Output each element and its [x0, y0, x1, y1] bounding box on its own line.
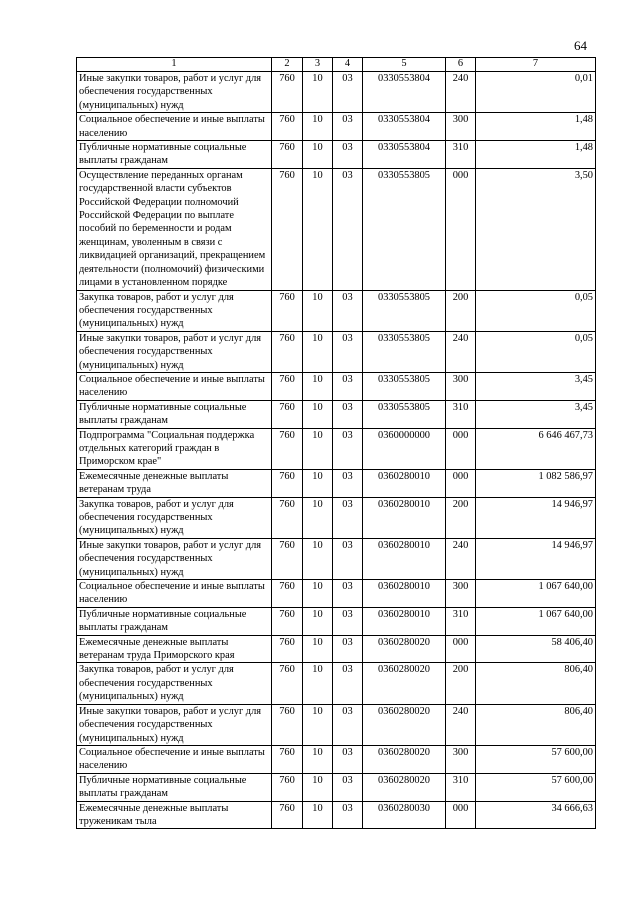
- item-name-cell: Закупка товаров, работ и услуг для обеспечения государственных (муниципальных) нужд: [77, 290, 272, 331]
- target-article-cell: 0360280010: [363, 580, 446, 608]
- subsection-cell: 03: [333, 704, 363, 745]
- amount-cell: 57 600,00: [476, 773, 596, 801]
- section-cell: 10: [303, 635, 333, 663]
- item-name-cell: Публичные нормативные социальные выплаты гражданам: [77, 607, 272, 635]
- column-header: 1: [77, 58, 272, 72]
- expense-type-cell: 200: [446, 663, 476, 704]
- ministry-code-cell: 760: [272, 497, 303, 538]
- section-cell: 10: [303, 168, 333, 290]
- section-cell: 10: [303, 290, 333, 331]
- table-row: [77, 469, 596, 497]
- item-name-cell: Иные закупки товаров, работ и услуг для обеспечения государственных (муниципальных) нужд: [77, 72, 272, 113]
- target-article-cell: 0330553805: [363, 290, 446, 331]
- target-article-cell: 0360280020: [363, 773, 446, 801]
- target-article-cell: 0330553804: [363, 113, 446, 141]
- table-row: [77, 497, 596, 538]
- expense-type-cell: 000: [446, 428, 476, 469]
- subsection-cell: 03: [333, 290, 363, 331]
- column-header: 6: [446, 58, 476, 72]
- item-name-cell: Социальное обеспечение и иные выплаты населению: [77, 372, 272, 400]
- subsection-cell: 03: [333, 400, 363, 428]
- table-row: [77, 663, 596, 704]
- ministry-code-cell: 760: [272, 168, 303, 290]
- subsection-cell: 03: [333, 72, 363, 113]
- target-article-cell: 0330553805: [363, 331, 446, 372]
- table-row: [77, 168, 596, 290]
- column-header: 7: [476, 58, 596, 72]
- section-cell: 10: [303, 607, 333, 635]
- target-article-cell: 0330553805: [363, 372, 446, 400]
- amount-cell: 6 646 467,73: [476, 428, 596, 469]
- table-body: [77, 72, 596, 829]
- target-article-cell: 0360280010: [363, 497, 446, 538]
- table-row: [77, 635, 596, 663]
- item-name-cell: Социальное обеспечение и иные выплаты населению: [77, 113, 272, 141]
- table-row: [77, 400, 596, 428]
- table-row: [77, 428, 596, 469]
- target-article-cell: 0360280020: [363, 704, 446, 745]
- ministry-code-cell: 760: [272, 580, 303, 608]
- subsection-cell: 03: [333, 538, 363, 579]
- page-number: 64: [574, 38, 587, 53]
- subsection-cell: 03: [333, 635, 363, 663]
- section-cell: 10: [303, 704, 333, 745]
- target-article-cell: 0360280010: [363, 607, 446, 635]
- expense-type-cell: 300: [446, 580, 476, 608]
- amount-cell: 58 406,40: [476, 635, 596, 663]
- target-article-cell: 0360280010: [363, 469, 446, 497]
- section-cell: 10: [303, 331, 333, 372]
- ministry-code-cell: 760: [272, 773, 303, 801]
- target-article-cell: 0330553804: [363, 141, 446, 169]
- table-row: [77, 141, 596, 169]
- item-name-cell: Иные закупки товаров, работ и услуг для обеспечения государственных (муниципальных) нужд: [77, 331, 272, 372]
- amount-cell: 14 946,97: [476, 538, 596, 579]
- target-article-cell: 0330553805: [363, 400, 446, 428]
- amount-cell: 0,05: [476, 290, 596, 331]
- expense-type-cell: 000: [446, 168, 476, 290]
- ministry-code-cell: 760: [272, 400, 303, 428]
- subsection-cell: 03: [333, 745, 363, 773]
- ministry-code-cell: 760: [272, 663, 303, 704]
- expense-type-cell: 000: [446, 635, 476, 663]
- table-row: [77, 113, 596, 141]
- item-name-cell: Социальное обеспечение и иные выплаты населению: [77, 580, 272, 608]
- ministry-code-cell: 760: [272, 331, 303, 372]
- item-name-cell: Публичные нормативные социальные выплаты гражданам: [77, 400, 272, 428]
- target-article-cell: 0360280020: [363, 635, 446, 663]
- column-header: 3: [303, 58, 333, 72]
- ministry-code-cell: 760: [272, 469, 303, 497]
- subsection-cell: 03: [333, 663, 363, 704]
- ministry-code-cell: 760: [272, 72, 303, 113]
- ministry-code-cell: 760: [272, 607, 303, 635]
- amount-cell: 806,40: [476, 704, 596, 745]
- expense-type-cell: 310: [446, 607, 476, 635]
- item-name-cell: Закупка товаров, работ и услуг для обеспечения государственных (муниципальных) нужд: [77, 497, 272, 538]
- section-cell: 10: [303, 745, 333, 773]
- ministry-code-cell: 760: [272, 428, 303, 469]
- amount-cell: 34 666,63: [476, 801, 596, 829]
- section-cell: 10: [303, 72, 333, 113]
- target-article-cell: 0360000000: [363, 428, 446, 469]
- expense-type-cell: 000: [446, 469, 476, 497]
- expense-type-cell: 200: [446, 497, 476, 538]
- expense-type-cell: 240: [446, 72, 476, 113]
- item-name-cell: Социальное обеспечение и иные выплаты населению: [77, 745, 272, 773]
- amount-cell: 1 067 640,00: [476, 607, 596, 635]
- item-name-cell: Публичные нормативные социальные выплаты гражданам: [77, 141, 272, 169]
- subsection-cell: 03: [333, 331, 363, 372]
- section-cell: 10: [303, 497, 333, 538]
- ministry-code-cell: 760: [272, 141, 303, 169]
- target-article-cell: 0360280030: [363, 801, 446, 829]
- expense-type-cell: 300: [446, 113, 476, 141]
- budget-table: [76, 57, 596, 829]
- target-article-cell: 0360280020: [363, 663, 446, 704]
- subsection-cell: 03: [333, 141, 363, 169]
- table-row: [77, 372, 596, 400]
- amount-cell: 0,05: [476, 331, 596, 372]
- expense-type-cell: 240: [446, 331, 476, 372]
- subsection-cell: 03: [333, 113, 363, 141]
- amount-cell: 14 946,97: [476, 497, 596, 538]
- column-header: 4: [333, 58, 363, 72]
- ministry-code-cell: 760: [272, 113, 303, 141]
- item-name-cell: Иные закупки товаров, работ и услуг для обеспечения государственных (муниципальных) нужд: [77, 538, 272, 579]
- ministry-code-cell: 760: [272, 635, 303, 663]
- amount-cell: 806,40: [476, 663, 596, 704]
- item-name-cell: Иные закупки товаров, работ и услуг для обеспечения государственных (муниципальных) нужд: [77, 704, 272, 745]
- table-row: [77, 773, 596, 801]
- table-row: [77, 704, 596, 745]
- item-name-cell: Осуществление переданных органам государственной власти субъектов Российской Федерации полномочий Российской Федерации по выплате пособий по беременности и родам женщинам, уволенным в связи с ликвидацией организаций, прекращением деятельности (полномочий) физическими лицами в установленном порядке: [77, 168, 272, 290]
- amount-cell: 1,48: [476, 113, 596, 141]
- section-cell: 10: [303, 801, 333, 829]
- amount-cell: 3,45: [476, 400, 596, 428]
- section-cell: 10: [303, 538, 333, 579]
- expense-type-cell: 240: [446, 538, 476, 579]
- table-row: [77, 72, 596, 113]
- expense-type-cell: 200: [446, 290, 476, 331]
- section-cell: 10: [303, 141, 333, 169]
- expense-type-cell: 300: [446, 745, 476, 773]
- section-cell: 10: [303, 580, 333, 608]
- amount-cell: 3,45: [476, 372, 596, 400]
- expense-type-cell: 310: [446, 400, 476, 428]
- column-header: 5: [363, 58, 446, 72]
- ministry-code-cell: 760: [272, 801, 303, 829]
- ministry-code-cell: 760: [272, 372, 303, 400]
- ministry-code-cell: 760: [272, 704, 303, 745]
- section-cell: 10: [303, 428, 333, 469]
- table-row: [77, 538, 596, 579]
- table-row: [77, 801, 596, 829]
- ministry-code-cell: 760: [272, 290, 303, 331]
- section-cell: 10: [303, 372, 333, 400]
- section-cell: 10: [303, 469, 333, 497]
- amount-cell: 1 082 586,97: [476, 469, 596, 497]
- section-cell: 10: [303, 400, 333, 428]
- amount-cell: 0,01: [476, 72, 596, 113]
- header-row: [77, 58, 596, 72]
- table-row: [77, 290, 596, 331]
- subsection-cell: 03: [333, 168, 363, 290]
- subsection-cell: 03: [333, 801, 363, 829]
- subsection-cell: 03: [333, 607, 363, 635]
- expense-type-cell: 240: [446, 704, 476, 745]
- table-row: [77, 607, 596, 635]
- target-article-cell: 0360280020: [363, 745, 446, 773]
- subsection-cell: 03: [333, 497, 363, 538]
- amount-cell: 1 067 640,00: [476, 580, 596, 608]
- item-name-cell: Публичные нормативные социальные выплаты гражданам: [77, 773, 272, 801]
- column-header: 2: [272, 58, 303, 72]
- expense-type-cell: 000: [446, 801, 476, 829]
- section-cell: 10: [303, 773, 333, 801]
- expense-type-cell: 310: [446, 141, 476, 169]
- table-row: [77, 331, 596, 372]
- section-cell: 10: [303, 663, 333, 704]
- amount-cell: 1,48: [476, 141, 596, 169]
- target-article-cell: 0360280010: [363, 538, 446, 579]
- item-name-cell: Ежемесячные денежные выплаты ветеранам труда Приморского края: [77, 635, 272, 663]
- ministry-code-cell: 760: [272, 538, 303, 579]
- subsection-cell: 03: [333, 372, 363, 400]
- target-article-cell: 0330553804: [363, 72, 446, 113]
- subsection-cell: 03: [333, 580, 363, 608]
- expense-type-cell: 300: [446, 372, 476, 400]
- amount-cell: 3,50: [476, 168, 596, 290]
- item-name-cell: Подпрограмма "Социальная поддержка отдельных категорий граждан в Приморском крае": [77, 428, 272, 469]
- expense-type-cell: 310: [446, 773, 476, 801]
- ministry-code-cell: 760: [272, 745, 303, 773]
- subsection-cell: 03: [333, 428, 363, 469]
- section-cell: 10: [303, 113, 333, 141]
- item-name-cell: Ежемесячные денежные выплаты ветеранам труда: [77, 469, 272, 497]
- item-name-cell: Закупка товаров, работ и услуг для обеспечения государственных (муниципальных) нужд: [77, 663, 272, 704]
- target-article-cell: 0330553805: [363, 168, 446, 290]
- subsection-cell: 03: [333, 773, 363, 801]
- item-name-cell: Ежемесячные денежные выплаты труженикам тыла: [77, 801, 272, 829]
- table-row: [77, 745, 596, 773]
- amount-cell: 57 600,00: [476, 745, 596, 773]
- table-row: [77, 580, 596, 608]
- subsection-cell: 03: [333, 469, 363, 497]
